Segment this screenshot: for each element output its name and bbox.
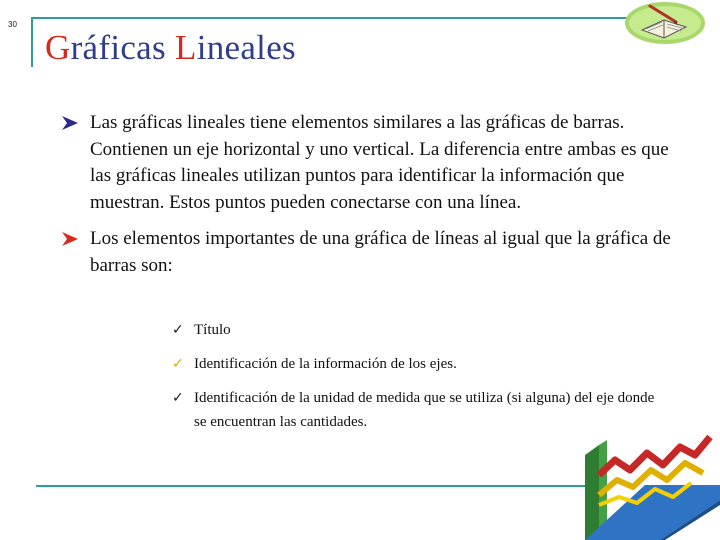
bullet-text: Las gráficas lineales tiene elementos similares a las gráficas de barras. Contienen un eje horizontal y uno vertical. La diferencia entre ambas es que las gráficas lineales utilizan puntos para identificar la información que muestran. Estos puntos pueden conectarse con una línea.	[90, 112, 669, 213]
bullet-item	[62, 226, 672, 279]
checkmark-icon: ✓	[172, 322, 184, 338]
line-chart-3d-icon	[585, 425, 720, 540]
sub-bullet-text: Identificación de la unidad de medida que se utiliza (si alguna) del eje donde se encuentran las cantidades.	[194, 390, 655, 430]
arrow-bullet-shape	[62, 116, 78, 130]
bullet-item	[62, 110, 672, 216]
frame-top-rule	[32, 17, 642, 19]
slide-number: 30	[8, 20, 17, 29]
sub-bullet-item	[172, 318, 662, 342]
title-letter-g: G	[45, 28, 71, 67]
sub-bullet-text: Título	[194, 322, 231, 338]
title-letter-l: L	[175, 28, 197, 67]
bullet-text: Los elementos importantes de una gráfica de líneas al igual que la gráfica de barras son:	[90, 228, 671, 276]
arrow-bullet-icon	[62, 116, 78, 130]
sub-bullet-item	[172, 352, 662, 376]
slide-title	[45, 28, 296, 68]
sub-bullet-text: Identificación de la información de los ejes.	[194, 356, 457, 372]
arrow-bullet-shape	[62, 232, 78, 246]
checkmark-icon: ✓	[172, 390, 184, 406]
main-bullet-list	[62, 110, 672, 289]
title-text-graficas: ráficas	[70, 28, 175, 67]
checkmark-icon: ✓	[172, 356, 184, 372]
title-text-ineales: ineales	[196, 28, 296, 67]
book-quill-icon	[624, 0, 706, 46]
footer-rule	[36, 485, 596, 487]
arrow-bullet-icon	[62, 232, 78, 246]
frame-left-rule	[31, 17, 33, 67]
